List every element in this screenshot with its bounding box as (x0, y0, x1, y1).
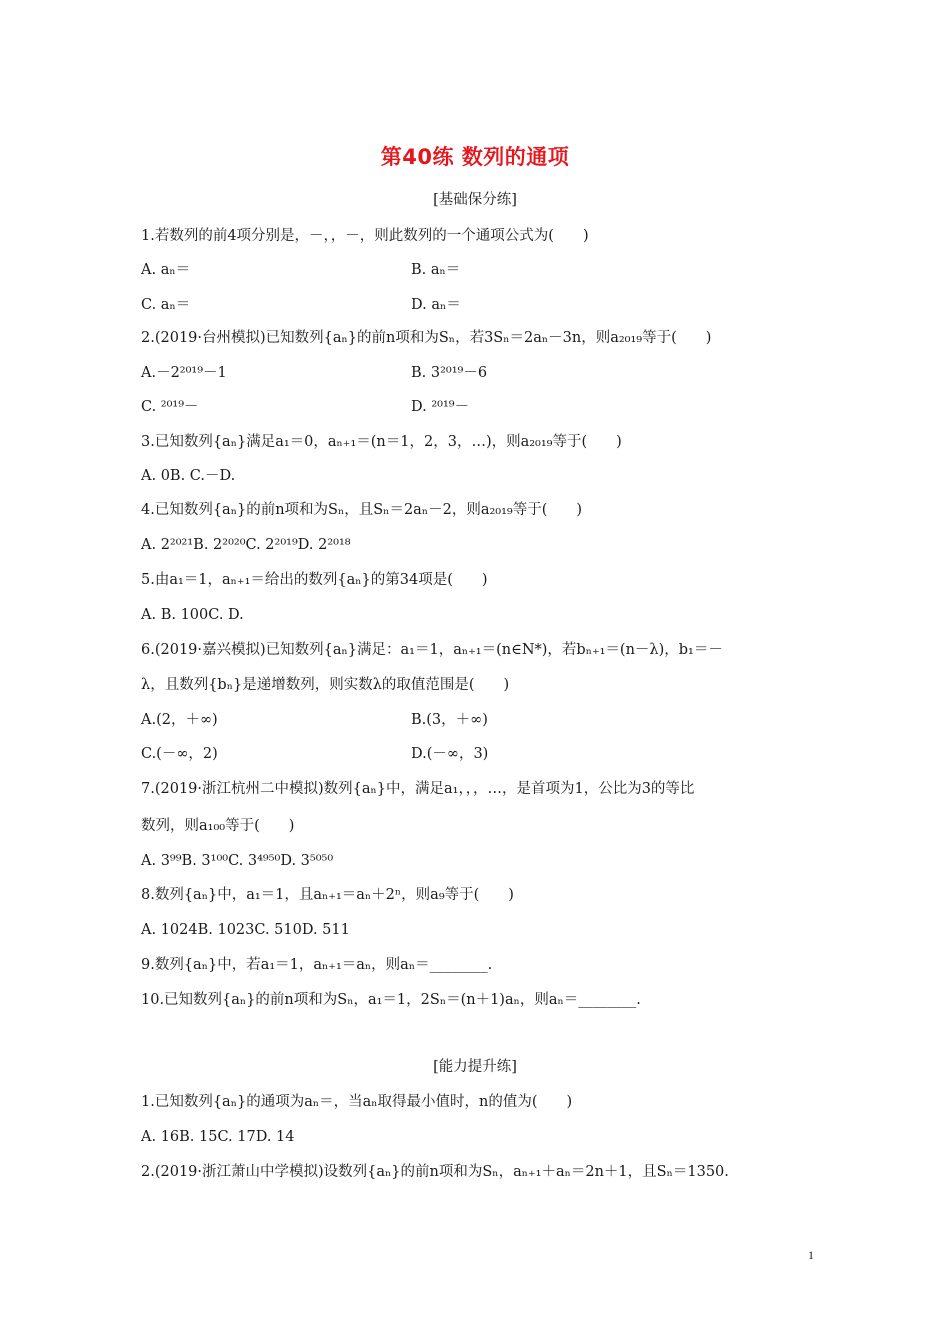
q1-option-d: D. aₙ＝ (411, 297, 461, 313)
q6-option-a: A.(2，＋∞) (141, 712, 218, 728)
page-title: 第40练 数列的通项 (380, 145, 570, 169)
question-7: 7.(2019·浙江杭州二中模拟)数列{aₙ}中，满足a₁，，，…，是首项为1，公比为3的等比 (141, 781, 695, 797)
q1-option-a: A. aₙ＝ (141, 262, 191, 278)
q6-option-b: B.(3，＋∞) (411, 712, 488, 728)
question-8: 8.数列{aₙ}中，a₁＝1，且aₙ₊₁＝aₙ＋2ⁿ，则a₉等于( ) (141, 887, 514, 903)
q8-options: A. 1024B. 1023C. 510D. 511 (141, 922, 350, 938)
question-1: 1.若数列的前4项分别是，－，，－，则此数列的一个通项公式为( ) (141, 228, 589, 244)
section-advanced: [能力提升练] (433, 1059, 517, 1075)
question-2: 2.(2019·台州模拟)已知数列{aₙ}的前n项和为Sₙ，若3Sₙ＝2aₙ－3n，则a₂₀₁₉等于( ) (141, 330, 712, 346)
question-6-cont: λ，且数列{bₙ}是递增数列，则实数λ的取值范围是( ) (141, 677, 510, 693)
q2-option-d: D. ²⁰¹⁹－ (411, 399, 470, 415)
section-basic: [基础保分练] (433, 192, 517, 208)
question-3: 3.已知数列{aₙ}满足a₁＝0，aₙ₊₁＝(n＝1，2，3，…)，则a₂₀₁₉等于( ) (141, 434, 622, 450)
question-7-cont: 数列，则a₁₀₀等于( ) (141, 818, 295, 834)
q6-option-d: D.(－∞，3) (411, 746, 489, 762)
question-4: 4.已知数列{aₙ}的前n项和为Sₙ，且Sₙ＝2aₙ－2，则a₂₀₁₉等于( ) (141, 502, 583, 518)
adv-q1-options: A. 16B. 15C. 17D. 14 (141, 1129, 295, 1145)
question-6: 6.(2019·嘉兴模拟)已知数列{aₙ}满足：a₁＝1，aₙ₊₁＝(n∈N*)，若bₙ₊₁＝(n－λ)，b₁＝－ (141, 642, 723, 658)
q2-option-b: B. 3²⁰¹⁹－6 (411, 365, 488, 381)
q5-options: A. B. 100C. D. (141, 607, 244, 623)
q2-option-a: A.－2²⁰¹⁹－1 (141, 365, 227, 381)
question-5: 5.由a₁＝1，aₙ₊₁＝给出的数列{aₙ}的第34项是( ) (141, 572, 488, 588)
advanced-question-2: 2.(2019·浙江萧山中学模拟)设数列{aₙ}的前n项和为Sₙ，aₙ₊₁＋aₙ＝2n＋1，且Sₙ＝1350. (141, 1164, 729, 1180)
q4-options: A. 2²⁰²¹B. 2²⁰²⁰C. 2²⁰¹⁹D. 2²⁰¹⁸ (141, 537, 351, 553)
question-10: 10.已知数列{aₙ}的前n项和为Sₙ，a₁＝1，2Sₙ＝(n＋1)aₙ，则aₙ＝________. (141, 992, 641, 1008)
q7-options: A. 3⁹⁹B. 3¹⁰⁰C. 3⁴⁹⁵⁰D. 3⁵⁰⁵⁰ (141, 853, 334, 869)
q6-option-c: C.(－∞，2) (141, 746, 218, 762)
question-9: 9.数列{aₙ}中，若a₁＝1，aₙ₊₁＝aₙ，则aₙ＝________. (141, 957, 493, 973)
q3-options: A. 0B. C.－D. (141, 468, 236, 484)
advanced-question-1: 1.已知数列{aₙ}的通项为aₙ＝，当aₙ取得最小值时，n的值为( ) (141, 1094, 573, 1110)
page-number: 1 (808, 1248, 814, 1262)
q1-option-c: C. aₙ＝ (141, 297, 191, 313)
q1-option-b: B. aₙ＝ (411, 262, 461, 278)
q2-option-c: C. ²⁰¹⁹－ (141, 399, 199, 415)
